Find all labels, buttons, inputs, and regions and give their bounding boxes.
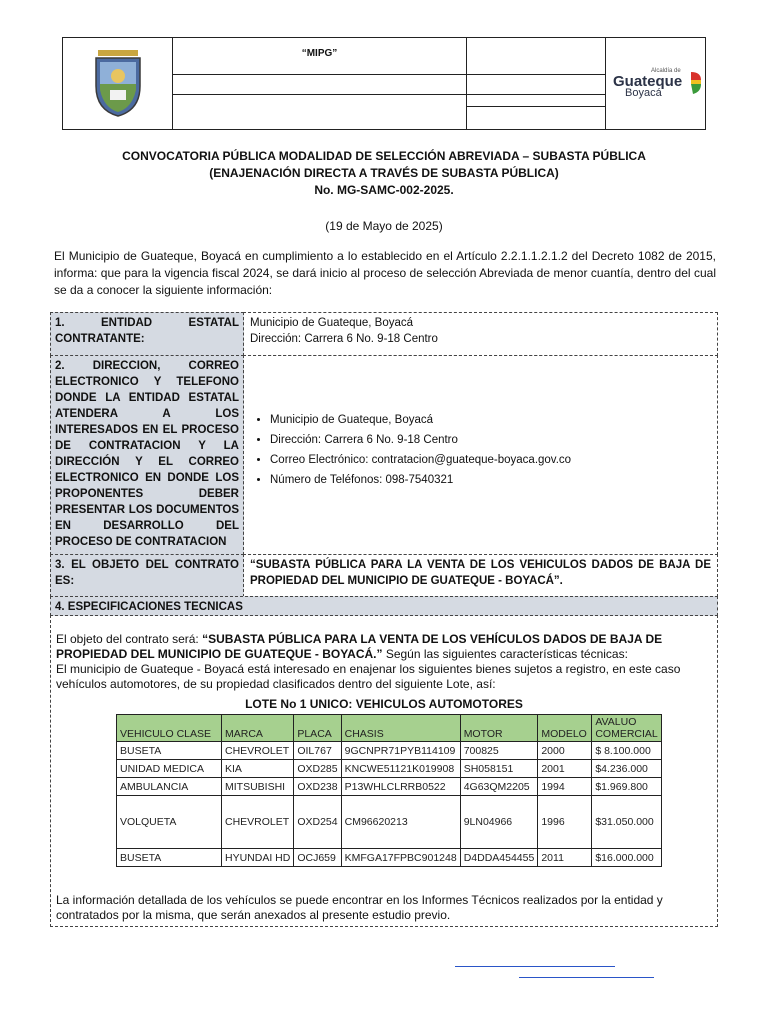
table-row (117, 760, 662, 778)
cell-motor: D4DDA454455 (460, 849, 538, 867)
guateque-logo (611, 66, 703, 104)
title-line-1: CONVOCATORIA PÚBLICA MODALIDAD DE SELECCIÓN ABREVIADA – SUBASTA PÚBLICA (122, 149, 646, 163)
col-marca: MARCA (222, 715, 294, 742)
section-4-body (50, 632, 718, 692)
col-placa: PLACA (294, 715, 341, 742)
cell-marca: KIA (222, 760, 294, 778)
col-chasis: CHASIS (341, 715, 460, 742)
section-3-value: “SUBASTA PÚBLICA PARA LA VENTA DE LOS VEHICULOS DADOS DE BAJA DE PROPIEDAD DEL MUNICIPIO DE GUATEQUE - BOYACÁ”. (243, 554, 718, 597)
cell-avaluo: $4.236.000 (592, 760, 661, 778)
table-header-row (117, 715, 662, 742)
table-row (117, 778, 662, 796)
table-row (117, 742, 662, 760)
cell-modelo: 2001 (538, 760, 592, 778)
section-3-label: 3. EL OBJETO DEL CONTRATO ES: (50, 554, 244, 597)
col-modelo: MODELO (538, 715, 592, 742)
cell-modelo: 1996 (538, 796, 592, 849)
intro-paragraph: El Municipio de Guateque, Boyacá en cumplimiento a lo establecido en el Artículo 2.2.1.1.2.1.2 del Decreto 1082 de 2015, informa: que para la vigencia fiscal 2024, se dará inicio al proceso de selección Abreviada de menor cuantía, dentro del cual se da a conocer la siguiente información: (54, 249, 716, 297)
cell-marca: CHEVROLET (222, 796, 294, 849)
cell-placa: OCJ659 (294, 849, 341, 867)
logo-subtitle: Boyacá (625, 87, 662, 99)
contact-entity: • Municipio de Guateque, Boyacá (270, 410, 711, 430)
spec-suffix: Según las siguientes características técnicas: (382, 647, 628, 661)
contact-list (250, 410, 711, 490)
section-1-label: 1. ENTIDAD ESTATAL CONTRATANTE: (50, 312, 244, 356)
cell-avaluo: $16.000.000 (592, 849, 661, 867)
mipg-label: “MIPG” (301, 48, 338, 59)
cell-placa: OXD238 (294, 778, 341, 796)
document-header (62, 37, 706, 130)
col-vehiculo-clase: VEHICULO CLASE (117, 715, 222, 742)
cell-marca: HYUNDAI HD (222, 849, 294, 867)
title-line-3: No. MG-SAMC-002-2025. (314, 183, 454, 197)
footer-paragraph: La información detallada de los vehículos se puede encontrar en los Informes Técnicos realizados por la entidad y contratados por la misma, que serán anexados al presente estudio previo. (56, 893, 663, 922)
section-4-bottom-border (50, 926, 718, 927)
contact-phone: • Número de Teléfonos: 098-7540321 (270, 470, 711, 490)
cell-avaluo: $1.969.800 (592, 778, 661, 796)
cell-chasis: 9GCNPR71PYB114109 (341, 742, 460, 760)
section-1-value (243, 312, 718, 356)
document-date: (19 de Mayo de 2025) (325, 219, 443, 233)
header-divider (466, 38, 467, 130)
cell-placa: OIL767 (294, 742, 341, 760)
contact-email: • Correo Electrónico: contratacion@guateque-boyaca.gov.co (270, 450, 711, 470)
cell-motor: 9LN04966 (460, 796, 538, 849)
logo-title: Guateque (613, 73, 683, 90)
cell-chasis: KNCWE51121K019908 (341, 760, 460, 778)
entity-address: Dirección: Carrera 6 No. 9-18 Centro (250, 333, 438, 345)
vehicles-table (116, 714, 662, 867)
cell-motor: 4G63QM2205 (460, 778, 538, 796)
header-divider (172, 74, 605, 75)
cell-marca: MITSUBISHI (222, 778, 294, 796)
cell-clase: BUSETA (117, 849, 222, 867)
cell-modelo: 1994 (538, 778, 592, 796)
entity-name: Municipio de Guateque, Boyacá (250, 317, 414, 329)
contact-address: • Dirección: Carrera 6 No. 9-18 Centro (270, 430, 711, 450)
cell-chasis: KMFGA17FPBC901248 (341, 849, 460, 867)
col-avaluo: AVALUO COMERCIAL (592, 715, 661, 742)
logo-small-text: Alcaldía de (651, 68, 681, 74)
cell-clase: BUSETA (117, 742, 222, 760)
cell-modelo: 2000 (538, 742, 592, 760)
municipal-shield-icon (92, 46, 144, 118)
footnote-link-line[interactable] (519, 977, 654, 978)
title-line-2: (ENAJENACIÓN DIRECTA A TRAVÉS DE SUBASTA PÚBLICA) (209, 166, 559, 180)
spec-paragraph-1 (56, 632, 712, 662)
cell-clase: AMBULANCIA (117, 778, 222, 796)
cell-chasis: CM96620213 (341, 796, 460, 849)
cell-avaluo: $31.050.000 (592, 796, 661, 849)
header-divider (172, 94, 605, 95)
table-row (117, 796, 662, 849)
header-divider (466, 106, 605, 107)
cell-marca: CHEVROLET (222, 742, 294, 760)
cell-placa: OXD254 (294, 796, 341, 849)
cell-modelo: 2011 (538, 849, 592, 867)
spec-object: “SUBASTA PÚBLICA PARA LA VENTA DE LOS VEHÍCULOS DADOS DE BAJA DE PROPIEDAD DEL MUNICIPIO DE GUATEQUE - BOYACÁ.” (56, 632, 663, 661)
cell-motor: 700825 (460, 742, 538, 760)
logo-mark-icon (689, 70, 703, 96)
spec-paragraph-2: El municipio de Guateque - Boyacá está interesado en enajenar los siguientes bienes sujetos a registro, en este caso vehículos automotores, de su propiedad clasificados dentro del siguiente Lote, así: (56, 662, 681, 691)
lote-title: LOTE No 1 UNICO: VEHICULOS AUTOMOTORES (245, 697, 523, 711)
table-row (117, 849, 662, 867)
cell-clase: UNIDAD MEDICA (117, 760, 222, 778)
spec-prefix: El objeto del contrato será: (56, 632, 203, 646)
cell-chasis: P13WHLCLRRB0522 (341, 778, 460, 796)
cell-avaluo: $ 8.100.000 (592, 742, 661, 760)
section-2-label: 2. DIRECCION, CORREO ELECTRONICO Y TELEFONO DONDE LA ENTIDAD ESTATAL ATENDERA A LOS INTERESADOS EN EL PROCESO DE CONTRATACION Y LA DIRECCIÓN Y EL CORREO ELECTRONICO EN DONDE LOS PROPONENTES DEBER PRESENTAR LOS DOCUMENTOS EN DESARROLLO DEL PROCESO DE CONTRATACION (50, 355, 244, 555)
header-divider (605, 38, 606, 130)
col-motor: MOTOR (460, 715, 538, 742)
section-2-value (243, 355, 718, 555)
cell-motor: SH058151 (460, 760, 538, 778)
cell-placa: OXD285 (294, 760, 341, 778)
footnote-link-line[interactable] (455, 966, 615, 967)
section-4-label: 4. ESPECIFICACIONES TECNICAS (50, 596, 718, 616)
cell-clase: VOLQUETA (117, 796, 222, 849)
